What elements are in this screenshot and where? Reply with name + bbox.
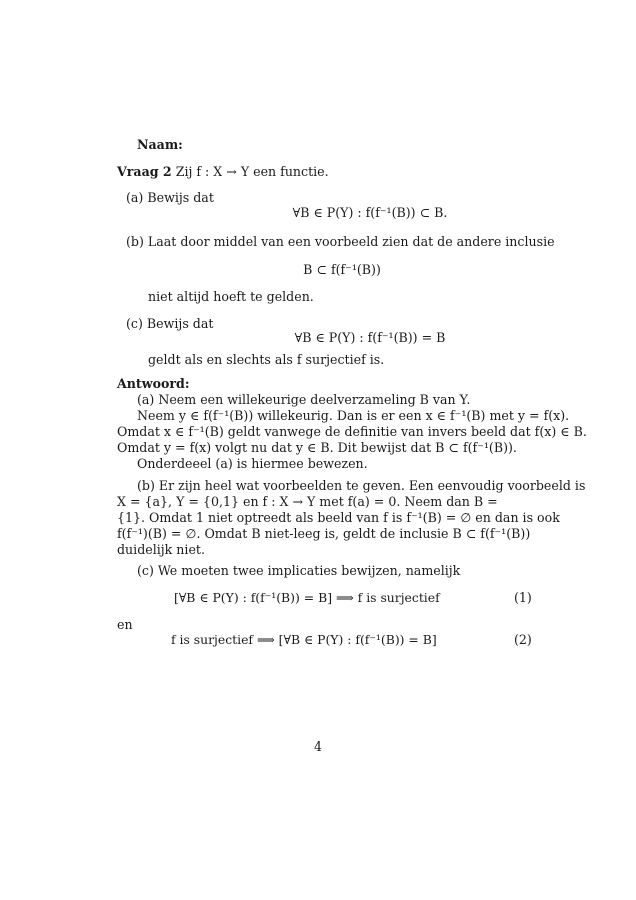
page-number: 4: [314, 739, 323, 754]
part-c-label: (c): [126, 316, 143, 331]
answer-b-line-2: X = {a}, Y = {0,1} en f : X → Y met f(a) = 0. Neem dan B =: [117, 494, 498, 509]
part-b-text: Laat door middel van een voorbeeld zien dat de andere inclusie: [147, 234, 555, 249]
answer-b-line-4: f(f⁻¹)(B) = ∅. Omdat B niet-leeg is, geldt de inclusie B ⊂ f(f⁻¹(B)): [117, 526, 531, 541]
part-b-label: (b): [126, 234, 144, 249]
part-a-text: Bewijs dat: [147, 190, 214, 205]
part-c-text: Bewijs dat: [146, 316, 214, 331]
answer-title: Antwoord:: [117, 376, 190, 391]
part-a-formula: ∀B ∈ P(Y) : f(f⁻¹(B)) ⊂ B.: [292, 205, 448, 220]
question-label: Vraag 2: [117, 164, 172, 179]
part-a: [126, 190, 214, 206]
part-a-label: (a): [126, 190, 144, 205]
answer-a-line-1: (a) Neem een willekeurige deelverzameling B van Y.: [137, 392, 471, 407]
answer-b-line-1: (b) Er zijn heel wat voorbeelden te geven. Een eenvoudig voorbeeld is: [137, 478, 586, 493]
answer-a-line-2: Neem y ∈ f(f⁻¹(B)) willekeurig. Dan is er een x ∈ f⁻¹(B) met y = f(x).: [137, 408, 570, 423]
answer-a-line-3: Omdat x ∈ f⁻¹(B) geldt vanwege de definitie van invers beeld dat f(x) ∈ B.: [117, 424, 587, 439]
part-c-after: geldt als en slechts als f surjectief is.: [148, 352, 385, 367]
equation-1-number: (1): [514, 590, 532, 605]
answer-c-intro: (c) We moeten twee implicaties bewijzen, namelijk: [137, 563, 461, 578]
answer-a-line-5: Onderdeeel (a) is hiermee bewezen.: [137, 456, 368, 471]
answer-b-line-3: {1}. Omdat 1 niet optreedt als beeld van f is f⁻¹(B) = ∅ en dan is ook: [117, 510, 560, 525]
equation-1: [∀B ∈ P(Y) : f(f⁻¹(B)) = B] ⟹ f is surjectief: [174, 590, 440, 605]
answer-b-line-5: duidelijk niet.: [117, 542, 205, 557]
equation-2-number: (2): [514, 632, 532, 647]
en-word: en: [117, 617, 133, 632]
question-statement: Zij f : X → Y een functie.: [175, 164, 329, 179]
equation-2: f is surjectief ⟹ [∀B ∈ P(Y) : f(f⁻¹(B)) = B]: [171, 632, 437, 647]
part-c-formula: ∀B ∈ P(Y) : f(f⁻¹(B)) = B: [294, 330, 446, 345]
name-label: Naam:: [137, 137, 183, 152]
answer-a-line-4: Omdat y = f(x) volgt nu dat y ∈ B. Dit bewijst dat B ⊂ f(f⁻¹(B)).: [117, 440, 517, 455]
question-heading: [117, 164, 329, 180]
part-b: [126, 234, 555, 250]
part-b-formula: B ⊂ f(f⁻¹(B)): [303, 262, 381, 277]
part-b-after: niet altijd hoeft te gelden.: [148, 289, 314, 304]
